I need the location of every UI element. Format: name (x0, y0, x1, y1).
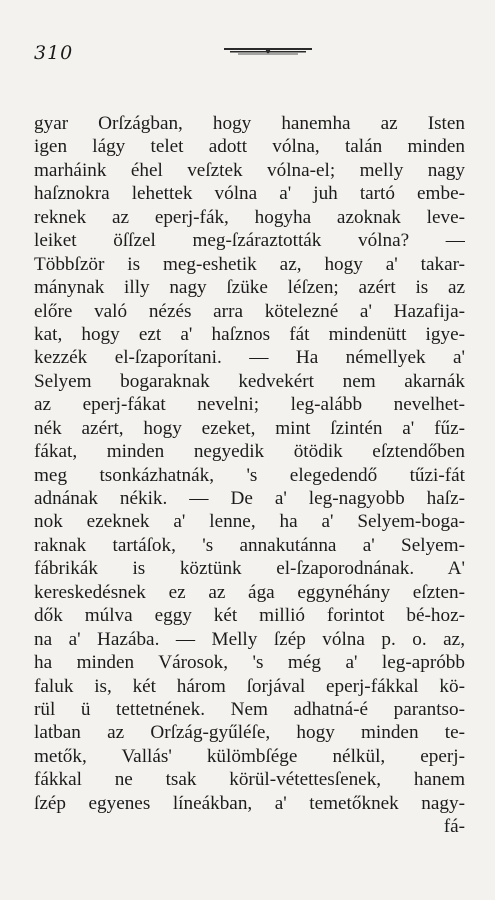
text-line: ha minden Városok, 's még a' leg-apróbb (34, 652, 465, 674)
text-line: mánynak illy nagy ſzüke léſzen; azért is az (34, 277, 465, 299)
text-line: fá- (443, 816, 465, 838)
text-line: haſznokra lehettek vólna a' juh tartó embe- (34, 183, 465, 205)
text-line: kezzék el-ſzaporítani. — Ha némellyek a' (34, 347, 465, 369)
text-line: Többſzör is meg-eshetik az, hogy a' takar- (34, 253, 465, 275)
text-line: nék azért, hogy ezeket, mint ſzintén a' fűz- (34, 417, 465, 439)
text-line: kat, hogy ezt a' haſznos fát mindenütt igye- (34, 323, 465, 345)
page-header (34, 38, 465, 68)
text-line: rül ü tettetnének. Nem adhatná-é parantso- (34, 698, 465, 720)
text-line: előre való nézés arra kötelezné a' Hazafija- (34, 300, 465, 322)
text-line: az eperj-fákat nevelni; leg-alább nevelhet- (34, 394, 465, 416)
text-line: fákat, minden negyedik ötödik eſztendőben (34, 441, 465, 463)
text-line: leiket öſſzel meg-ſzáraztották vólna? — (34, 230, 465, 252)
text-line: adnának nékik. — De a' leg-nagyobb haſz- (34, 488, 465, 509)
text-line: ſzép egyenes líneákban, a' temetőknek nagy- (34, 792, 465, 814)
text-line: na a' Hazába. — Melly ſzép vólna p. o. az, (34, 628, 465, 650)
text-line: Selyem bogaraknak kedvekért nem akarnák (34, 370, 465, 392)
text-line: raknak tartáſok, 's annakutánna a' Selyem- (34, 534, 465, 556)
text-line: igen lágy telet adott vólna, talán minden (34, 136, 465, 158)
text-line: gyar Orſzágban, hogy hanemha az Isten (34, 113, 465, 134)
text-line: metők, Vallás' külömbſége nélkül, eperj- (34, 745, 465, 767)
text-line: fábrikák is köztünk el-ſzaporodnának. A' (34, 558, 465, 580)
text-line: reknek az eperj-fák, hogyha azoknak leve- (34, 206, 465, 228)
text-line: fákkal ne tsak körül-vétettesſenek, hanem (34, 769, 465, 791)
text-line: kereskedésnek ez az ága eggynéhány eſzten- (34, 581, 465, 603)
text-line: marháink éhel veſztek vólna-el; melly nagy (34, 159, 465, 181)
text-line: dők múlva eggy két millió forintot bé-hoz- (34, 605, 465, 627)
text-line: nok ezeknek a' lenne, ha a' Selyem-boga- (34, 511, 465, 533)
page-number: 310 (34, 42, 74, 64)
text-line: faluk is, két három ſorjával eperj-fákkal kö- (34, 675, 465, 697)
text-line: meg tsonkázhatnák, 's elegedendő tűzi-fát (34, 464, 465, 486)
text-line: latban az Orſzág-gyűléſe, hogy minden te- (34, 722, 465, 744)
body-text (34, 112, 465, 839)
decorative-rule-ornament-icon (224, 46, 312, 56)
